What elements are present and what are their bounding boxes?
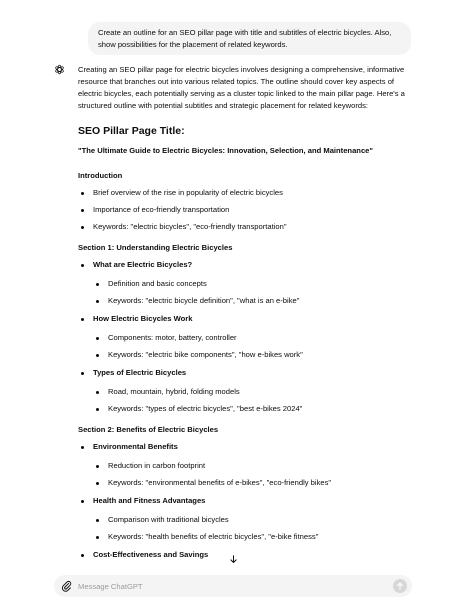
pillar-heading: SEO Pillar Page Title: [78,125,185,137]
subsection-title: Cost-Effectiveness and Savings [93,550,209,559]
subsection-title: Environmental Benefits [93,442,178,451]
user-message-bubble [88,22,411,55]
subsection-item [78,367,408,415]
scroll-to-bottom-button[interactable] [227,553,239,565]
subsection-list [93,332,408,361]
subsection-item [78,441,408,489]
list-item: Keywords: "electric bike components", "how e-bikes work" [93,349,408,361]
subsection-title: Types of Electric Bicycles [93,368,187,377]
list-item: Keywords: "electric bicycles", "eco-friendly transportation" [78,221,408,233]
section1-list [78,259,408,415]
subsection-title: Health and Fitness Advantages [93,496,206,505]
subsection-list [93,514,408,543]
subsection-list [93,386,408,415]
subsection-title: How Electric Bicycles Work [93,314,193,323]
message-composer [54,575,412,597]
list-item: Keywords: "environmental benefits of e-bikes", "eco-friendly bikes" [93,477,408,489]
section2-heading: Section 2: Benefits of Electric Bicycles [78,425,219,434]
subsection-item [78,313,408,361]
section1-heading: Section 1: Understanding Electric Bicycles [78,243,233,252]
subsection-list [93,460,408,489]
paperclip-icon[interactable] [61,580,72,592]
list-item: Definition and basic concepts [93,278,408,290]
list-item: Keywords: "types of electric bicycles", "best e-bikes 2024" [93,403,408,415]
section2-list [78,441,408,561]
pillar-page-title: "The Ultimate Guide to Electric Bicycles: Innovation, Selection, and Maintenance" [78,146,373,155]
list-item: Reduction in carbon footprint [93,460,408,472]
list-item: Road, mountain, hybrid, folding models [93,386,408,398]
user-message-text: Create an outline for an SEO pillar page with title and subtitles of electric bicycles. Also, show possibilities for the placement of related keywords. [98,28,392,49]
subsection-item [78,495,408,543]
list-item: Importance of eco-friendly transportation [78,204,408,216]
arrow-down-icon [229,555,238,564]
assistant-intro: Creating an SEO pillar page for electric bicycles involves designing a comprehensive, informative resource that branches out into various related topics. The outline should cover key aspects of electric bicycles, each potentially serving as a cluster topic linked to the main pillar page. Here's a structured outline with potential subtitles and strategic placement for related keywords: [78,65,405,110]
list-item: Comparison with traditional bicycles [93,514,408,526]
list-item: Components: motor, battery, controller [93,332,408,344]
assistant-message [78,64,408,570]
subsection-title: What are Electric Bicycles? [93,260,193,269]
arrow-up-icon [396,582,404,590]
introduction-heading: Introduction [78,171,123,180]
list-item: Brief overview of the rise in popularity of electric bicycles [78,187,408,199]
send-button[interactable] [393,579,407,593]
chatgpt-logo-icon [54,64,65,75]
list-item: Keywords: "electric bicycle definition", "what is an e-bike" [93,295,408,307]
message-input[interactable] [78,578,378,594]
subsection-item [78,259,408,307]
list-item: Keywords: "health benefits of electric bicycles", "e-bike fitness" [93,531,408,543]
introduction-list [78,187,408,233]
subsection-list [93,278,408,307]
